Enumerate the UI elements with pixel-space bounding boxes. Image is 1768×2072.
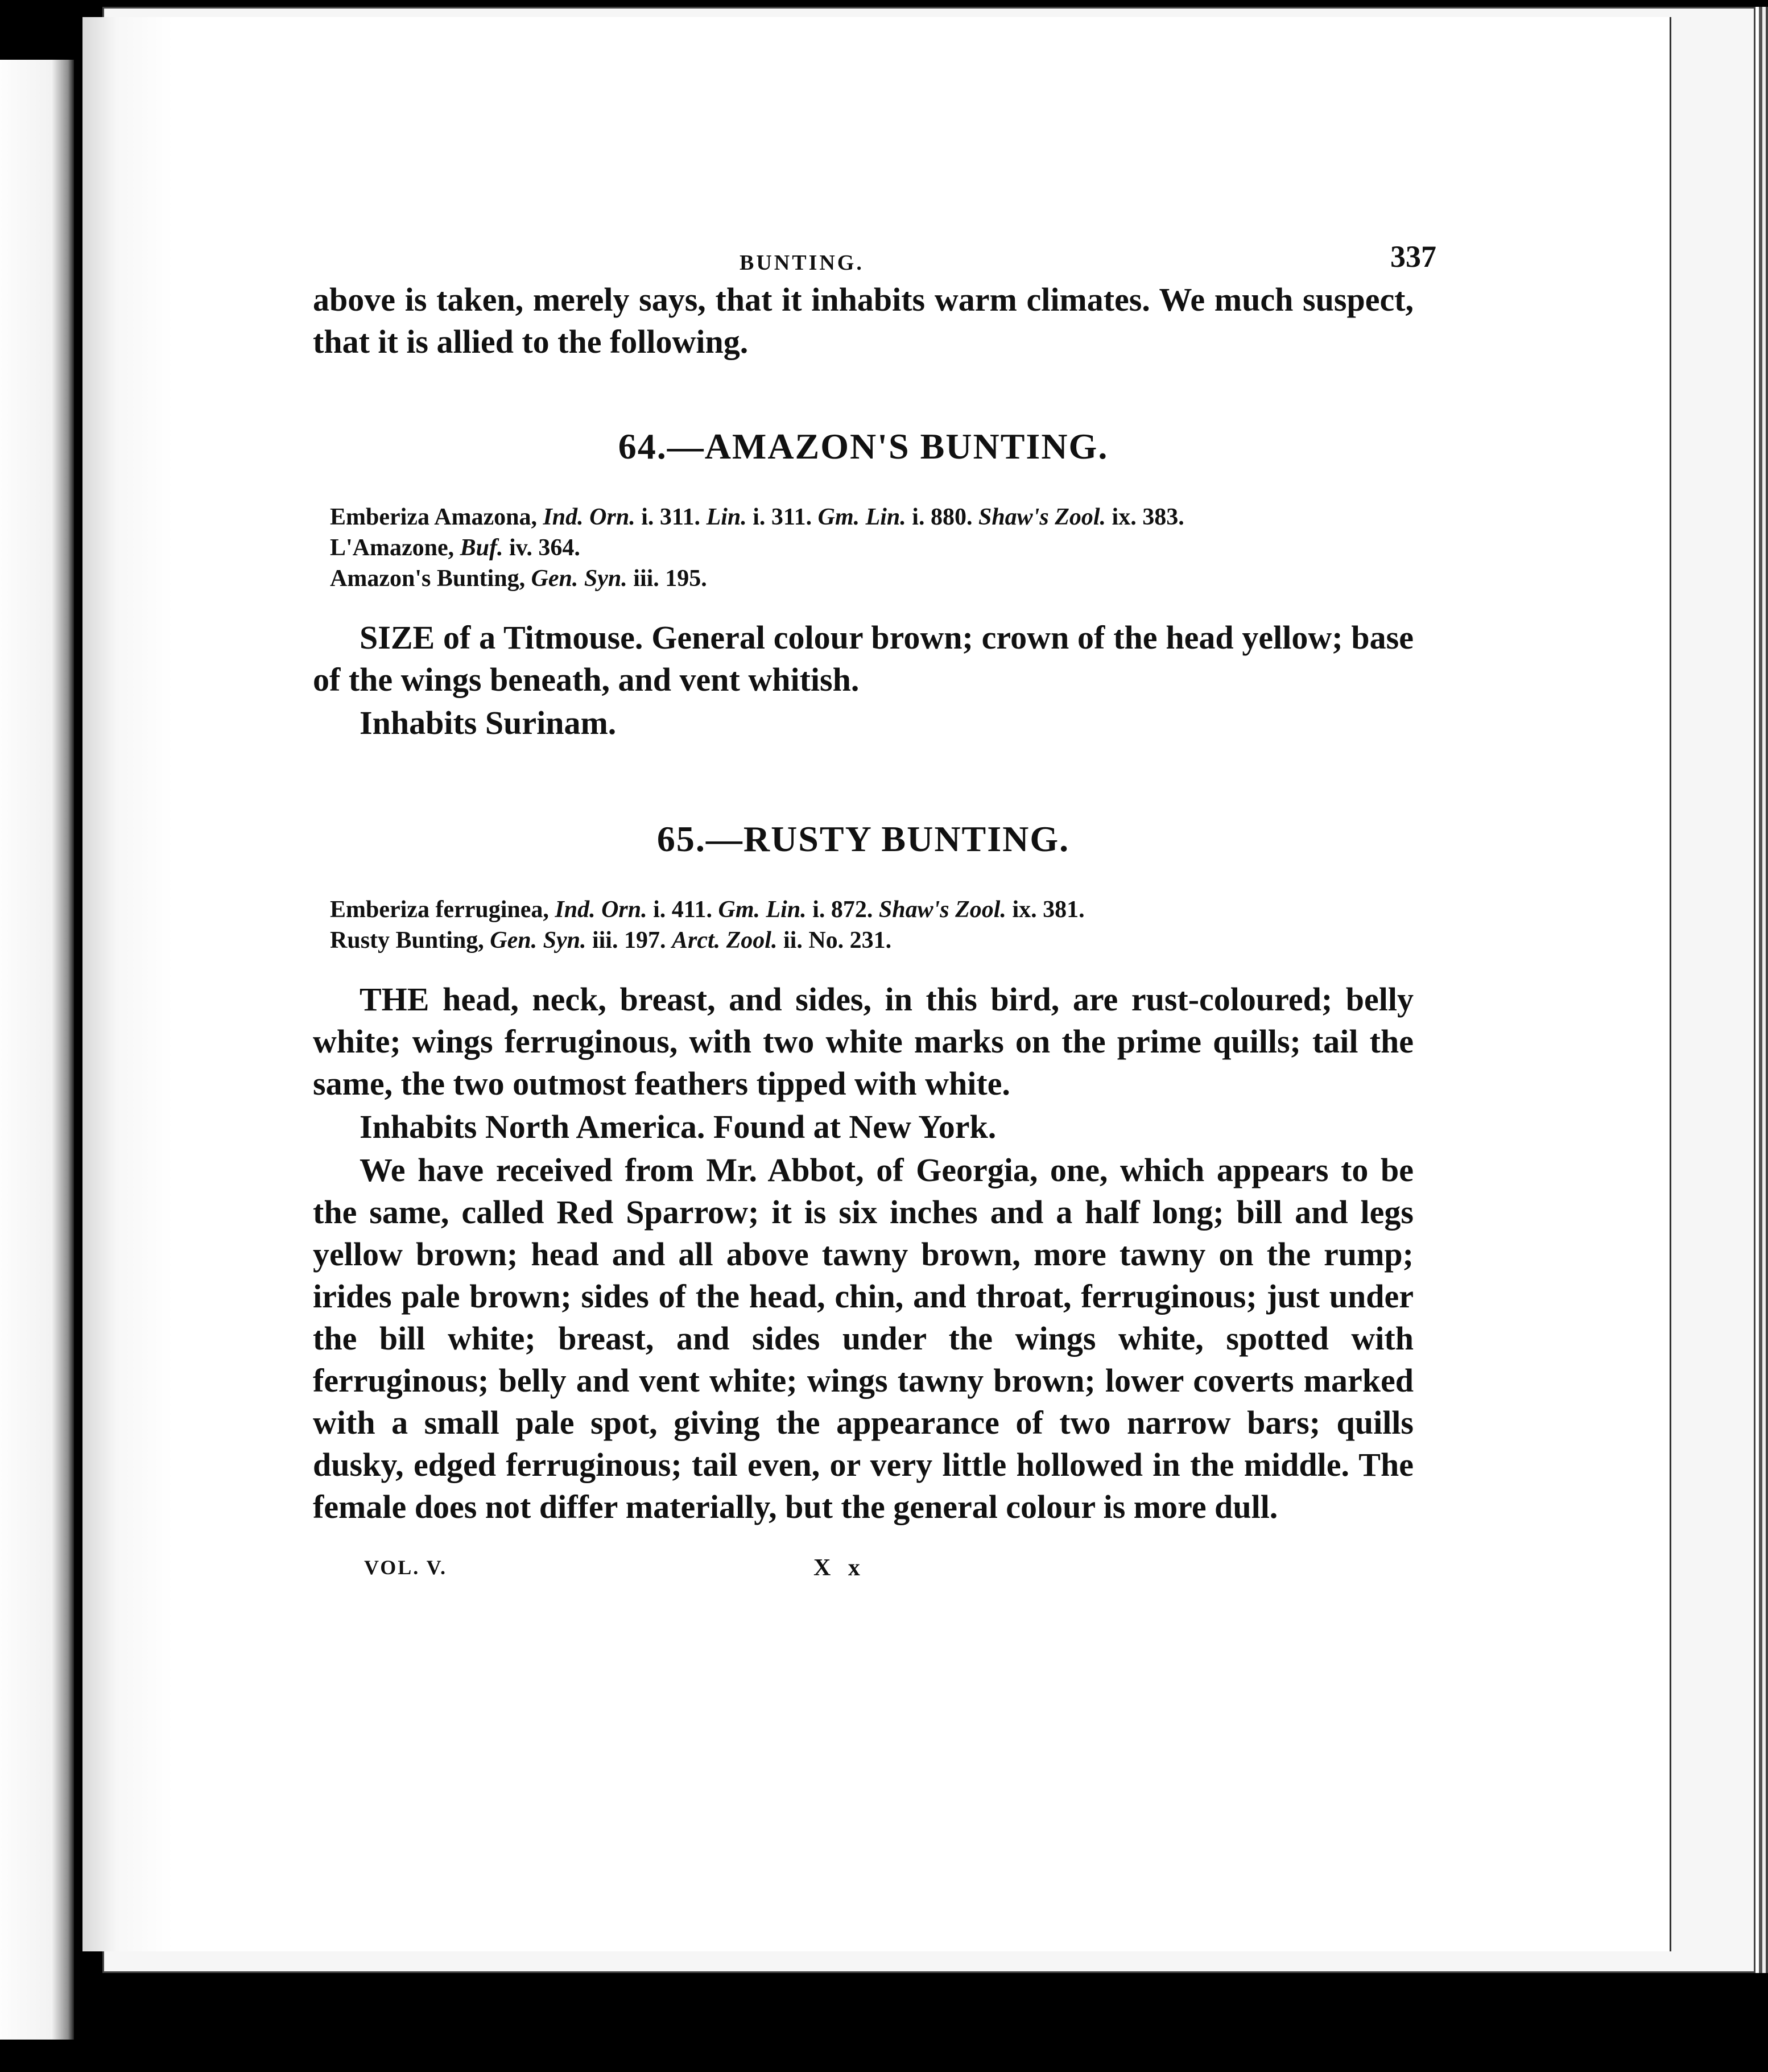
citation-text: i. 411.	[647, 897, 718, 923]
citation-text: i. 311.	[746, 504, 818, 530]
synonymy-line	[313, 563, 1414, 594]
synonymy-line	[313, 533, 1414, 563]
citation-text: Amazon's Bunting,	[330, 566, 531, 592]
citation-work: Gen. Syn.	[531, 566, 627, 592]
section-heading-amazons-bunting: 64.—AMAZON'S BUNTING.	[618, 426, 1109, 467]
citation-text: Emberiza ferruginea,	[330, 897, 555, 923]
citation-work: Buf.	[460, 535, 503, 561]
section-heading-rusty-bunting: 65.—RUSTY BUNTING.	[656, 819, 1070, 859]
citation-text: i. 872.	[806, 897, 879, 923]
book-page	[82, 17, 1671, 1951]
description-paragraph: We have received from Mr. Abbot, of Georgia, one, which appears to be the same, called Red Sparrow; it is six inches and a half long; bill and legs yellow brown; head and all above tawny brown, more tawny on the rump; irides pale brown; sides of the head, chin, and throat, ferruginous; just under the bill white; breast, and sides under the wings white, spotted with ferruginous; belly and vent white; wings tawny brown; lower coverts marked with a small pale spot, giving the appearance of two narrow bars; quills dusky, edged ferruginous; tail even, or very little hollowed in the middle. The female does not differ materially, but the general colour is more dull.	[313, 1151, 1414, 1525]
citation-work: Ind. Orn.	[555, 897, 647, 923]
page-content	[313, 239, 1436, 1587]
citation-work: Gm. Lin.	[817, 504, 906, 530]
citation-text: Rusty Bunting,	[330, 927, 490, 954]
synonymy-line	[313, 894, 1414, 925]
citation-work: Lin.	[706, 504, 747, 530]
citation-text: iv. 364.	[503, 535, 580, 561]
page-footer	[313, 1542, 1414, 1587]
running-title: BUNTING.	[740, 251, 864, 275]
synonymy-rusty-bunting	[313, 894, 1414, 956]
citation-text: iii. 195.	[627, 566, 707, 592]
citation-work: Shaw's Zool.	[978, 504, 1106, 530]
habitat-paragraph: Inhabits North America. Found at New York.	[360, 1108, 997, 1145]
habitat-paragraph: Inhabits Surinam.	[360, 704, 617, 741]
signature-mark: X x	[813, 1555, 866, 1581]
facing-page-edge	[0, 60, 74, 2040]
citation-text: iii. 197.	[586, 927, 672, 954]
synonymy-amazons-bunting	[313, 502, 1414, 594]
description-paragraph: SIZE of a Titmouse. General colour brown; crown of the head yellow; base of the wings beneath, and vent whitish.	[313, 619, 1414, 698]
description-paragraph: THE head, neck, breast, and sides, in this bird, are rust-coloured; belly white; wings ferruginous, with two white marks on the prime quills; tail the same, the two outmost feathers tipped with white.	[313, 981, 1414, 1102]
citation-work: Ind. Orn.	[543, 504, 635, 530]
citation-text: i. 311.	[635, 504, 707, 530]
running-head	[313, 239, 1436, 279]
continuation-paragraph: above is taken, merely says, that it inhabits warm climates. We much suspect, that it is allied to the following.	[313, 281, 1414, 360]
citation-text: i. 880.	[906, 504, 978, 530]
citation-text: ix. 381.	[1006, 897, 1085, 923]
citation-text: ix. 383.	[1106, 504, 1184, 530]
synonymy-line	[313, 502, 1414, 533]
citation-text: ii. No. 231.	[777, 927, 892, 954]
citation-work: Arct. Zool.	[671, 927, 778, 954]
citation-work: Gen. Syn.	[490, 927, 586, 954]
citation-work: Shaw's Zool.	[878, 897, 1006, 923]
citation-work: Gm. Lin.	[718, 897, 807, 923]
citation-text: Emberiza Amazona,	[330, 504, 543, 530]
page-number: 337	[1390, 240, 1436, 274]
volume-mark: VOL. V.	[364, 1556, 447, 1579]
synonymy-line	[313, 925, 1414, 956]
citation-text: L'Amazone,	[330, 535, 460, 561]
